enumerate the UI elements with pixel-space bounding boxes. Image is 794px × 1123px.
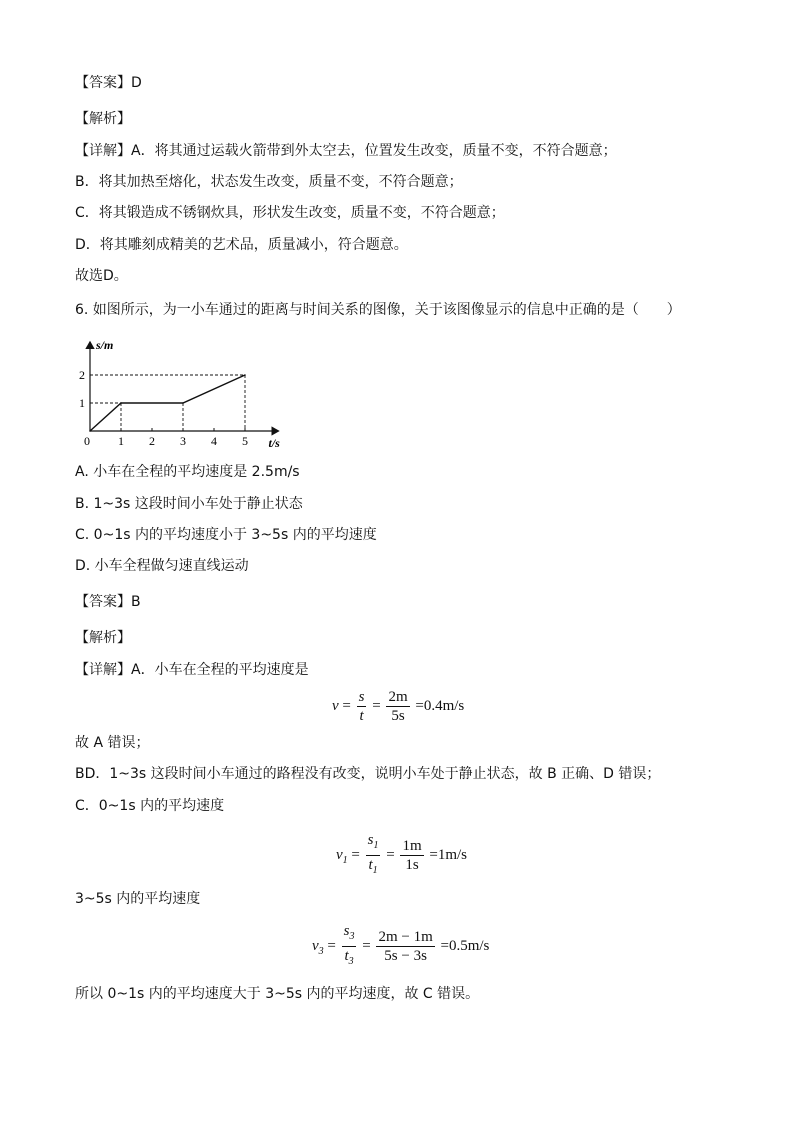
formula1-den2: 5s: [391, 708, 405, 724]
formula3-num1: [342, 922, 357, 947]
origin-label: 0: [84, 434, 90, 448]
formula3-den1-t: t: [344, 948, 349, 964]
formula1-lhs: v: [332, 697, 339, 714]
formula-speed-0-1s: [336, 831, 467, 880]
formula-average-speed: [332, 688, 464, 725]
q5-conclusion: 故选D。: [75, 268, 128, 284]
formula1-den1: t: [359, 708, 364, 724]
formula2-den1-t: t: [368, 857, 373, 873]
x-axis-label: t/s: [268, 436, 280, 450]
q6-option-b: B. 1~3s 这段时间小车处于静止状态: [75, 496, 303, 512]
formula3-den1-sub: 3: [348, 956, 354, 967]
q6-analysis-label: 【解析】: [75, 630, 131, 646]
q5-line-b: B．将其加热至熔化，状态发生改变，质量不变，不符合题意；: [75, 174, 463, 190]
formula3-result: =0.5m/s: [440, 937, 490, 954]
y-tick-label: 2: [79, 368, 85, 382]
q6-option-a: A. 小车在全程的平均速度是 2.5m/s: [75, 464, 300, 480]
data-point: [182, 402, 184, 404]
q5-answer-value: D: [131, 75, 142, 91]
distance-time-graph: [80, 336, 295, 448]
formula2-eq2: =: [386, 846, 395, 863]
formula2-num1: [366, 831, 381, 856]
formula2-eq1: =: [351, 846, 360, 863]
q6-answer: [75, 593, 141, 611]
x-tick-label: 4: [211, 434, 217, 448]
x-tick-label: 5: [242, 434, 248, 448]
formula2-frac1: [366, 831, 381, 880]
formula2-den2: 1s: [405, 857, 419, 873]
q6-line-bd: BD．1~3s 这段时间小车通过的路程没有改变，说明小车处于静止状态，故 B 正确、D 错误；: [75, 766, 661, 782]
x-tick-label: 3: [180, 434, 186, 448]
formula2-lhs: [336, 846, 348, 866]
formula3-lhs-sub: 3: [318, 945, 324, 957]
q6-conclusion: 所以 0~1s 内的平均速度大于 3~5s 内的平均速度，故 C 错误。: [75, 986, 480, 1002]
distance-series-line: [90, 375, 245, 431]
formula2-lhs-sub: 1: [342, 854, 348, 866]
formula1-eq1: =: [342, 697, 351, 714]
y-tick-label: 1: [79, 396, 85, 410]
q6-answer-label: 【答案】: [75, 594, 131, 610]
formula3-frac1: [342, 922, 357, 971]
formula1-num2: 2m: [388, 689, 408, 705]
q6-option-c: C. 0~1s 内的平均速度小于 3~5s 内的平均速度: [75, 527, 377, 543]
q6-option-d: D. 小车全程做匀速直线运动: [75, 558, 249, 574]
q5-answer: [75, 74, 142, 92]
q5-line-c: C．将其锻造成不锈钢炊具，形状发生改变，质量不变，不符合题意；: [75, 205, 505, 221]
q6-answer-value: B: [131, 594, 141, 610]
q5-detail-a: [75, 142, 617, 160]
formula1-eq2: =: [372, 697, 381, 714]
formula3-num1-s: s: [343, 923, 350, 939]
formula3-den1: [342, 947, 357, 971]
q6-a-wrong: 故 A 错误；: [75, 735, 150, 751]
q5-detail-label: 【详解】: [75, 143, 131, 159]
formula1-frac1: [357, 688, 367, 725]
formula3-eq2: =: [362, 937, 371, 954]
formula3-eq1: =: [327, 937, 336, 954]
q5-answer-label: 【答案】: [75, 75, 131, 91]
formula3-num1-sub: 3: [349, 931, 355, 942]
formula-speed-3-5s: [312, 922, 489, 971]
formula3-frac2: [376, 928, 434, 965]
q5-line-a: A．将其通过运载火箭带到外太空去，位置发生改变，质量不变，不符合题意；: [131, 143, 617, 159]
q6-line-c: C．0~1s 内的平均速度: [75, 798, 225, 814]
q5-analysis-label: 【解析】: [75, 111, 131, 127]
formula2-num1-sub: 1: [373, 840, 379, 851]
q6-detail-a-text: A．小车在全程的平均速度是: [131, 662, 309, 678]
x-tick-label: 2: [149, 434, 155, 448]
data-point: [120, 402, 122, 404]
formula1-result: =0.4m/s: [415, 697, 465, 714]
q5-line-d: D．将其雕刻成精美的艺术品，质量减小，符合题意。: [75, 237, 408, 253]
x-tick-label: 1: [118, 434, 124, 448]
formula2-num2: 1m: [402, 838, 422, 854]
formula2-num1-s: s: [367, 832, 374, 848]
formula2-result: =1m/s: [429, 846, 468, 863]
q6-line-35: 3~5s 内的平均速度: [75, 891, 201, 907]
formula1-frac2: [386, 688, 409, 725]
q6-detail-label: 【详解】: [75, 662, 131, 678]
formula3-den2: 5s − 3s: [384, 948, 427, 964]
formula2-lhs-v: v: [336, 846, 343, 863]
formula2-den1: [366, 856, 381, 880]
formula1-num1: s: [358, 689, 365, 705]
formula2-frac2: [400, 837, 423, 874]
y-axis-label: s/m: [96, 338, 114, 352]
formula2-den1-sub: 1: [372, 865, 378, 876]
formula3-lhs-v: v: [312, 937, 319, 954]
data-point: [244, 374, 246, 376]
data-point: [89, 430, 91, 432]
formula3-lhs: [312, 937, 324, 957]
q6-detail-a: [75, 661, 309, 679]
q6-question: 6. 如图所示，为一小车通过的距离与时间关系的图像，关于该图像显示的信息中正确的是（ ）: [75, 302, 681, 318]
formula3-num2: 2m − 1m: [378, 929, 433, 945]
